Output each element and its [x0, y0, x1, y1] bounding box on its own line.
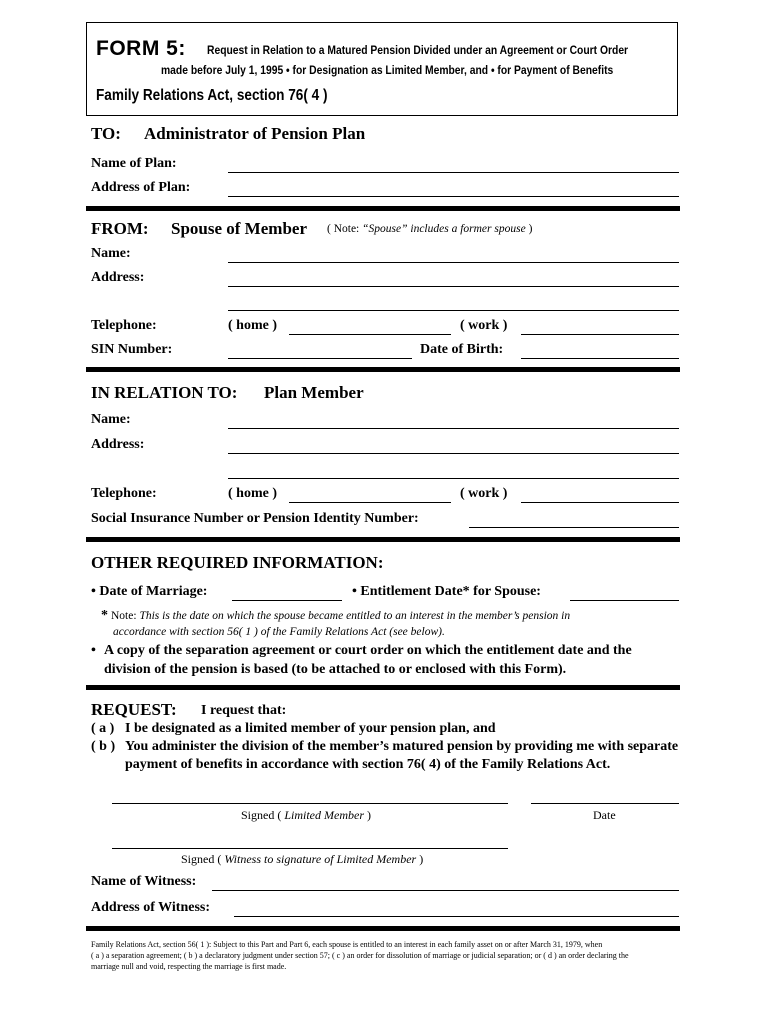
member-name-label: Name:: [91, 412, 131, 427]
to-label: TO:: [91, 124, 121, 143]
witness-name-label: Name of Witness:: [91, 874, 197, 889]
spouse-dob-label: Date of Birth:: [420, 342, 504, 357]
plan-name-field[interactable]: [228, 172, 679, 173]
footnote-line2: ( a ) a separation agreement; ( b ) a declaratory judgment under section 57; ( c ) an order for dissolution of marriage or judicial separation; or ( d ) an order declaring the: [91, 951, 629, 960]
copy-requirement-line2: division of the pension is based (to be attached to or enclosed with this Form).: [104, 662, 567, 677]
request-a-marker: ( a ): [91, 721, 115, 736]
spouse-home-label: ( home ): [228, 318, 277, 333]
copy-bullet: •: [91, 643, 96, 658]
spouse-name-field[interactable]: [228, 262, 679, 263]
entitlement-date-label: • Entitlement Date* for Spouse:: [352, 584, 541, 599]
date-caption: Date: [593, 808, 616, 822]
entitlement-date-field[interactable]: [570, 600, 679, 601]
member-name-field[interactable]: [228, 428, 679, 429]
plan-name-label: Name of Plan:: [91, 156, 177, 171]
from-label: FROM:: [91, 219, 149, 238]
entitlement-note-line1: Note: This is the date on which the spouse became entitled to an interest in the member’s pension in: [111, 610, 571, 622]
section-divider: [86, 926, 680, 931]
witness-signature-field[interactable]: [112, 848, 508, 849]
form-number: FORM 5:: [96, 37, 186, 60]
marriage-date-label: • Date of Marriage:: [91, 584, 208, 599]
from-title: Spouse of Member: [171, 219, 307, 238]
spouse-address-field-2[interactable]: [228, 310, 679, 311]
form-subtitle-line2: made before July 1, 1995 • for Designation as Limited Member, and • for Payment of Benefits: [161, 63, 614, 77]
marriage-date-field[interactable]: [232, 600, 342, 601]
spouse-address-field[interactable]: [228, 286, 679, 287]
witness-name-field[interactable]: [212, 890, 679, 891]
spouse-work-label: ( work ): [460, 318, 508, 333]
plan-address-field[interactable]: [228, 196, 679, 197]
relation-title: Plan Member: [264, 383, 364, 402]
section-divider: [86, 206, 680, 211]
spouse-address-label: Address:: [91, 270, 145, 285]
spouse-name-label: Name:: [91, 246, 131, 261]
copy-requirement-line1: A copy of the separation agreement or court order on which the entitlement date and the: [104, 643, 632, 658]
member-address-label: Address:: [91, 437, 145, 452]
member-address-field-2[interactable]: [228, 478, 679, 479]
spouse-dob-field[interactable]: [521, 358, 679, 359]
member-work-phone-field[interactable]: [521, 502, 679, 503]
form-subtitle-line1: Request in Relation to a Matured Pension Divided under an Agreement or Court Order: [207, 43, 629, 57]
section-divider: [86, 537, 680, 542]
member-work-label: ( work ): [460, 486, 508, 501]
spouse-sin-label: SIN Number:: [91, 342, 173, 357]
other-info-title: OTHER REQUIRED INFORMATION:: [91, 553, 384, 572]
spouse-sin-field[interactable]: [228, 358, 412, 359]
request-b-line1: You administer the division of the member’s matured pension by providing me with separate: [125, 739, 679, 754]
footnote-line3: marriage null and void, respecting the marriage is first made.: [91, 962, 287, 971]
limited-member-signature-caption: Signed ( Limited Member ): [241, 808, 371, 822]
spouse-work-phone-field[interactable]: [521, 334, 679, 335]
spouse-home-phone-field[interactable]: [289, 334, 451, 335]
entitlement-note-line2: accordance with section 56( 1 ) of the Family Relations Act (see below).: [113, 626, 445, 638]
witness-signature-caption: Signed ( Witness to signature of Limited Member ): [181, 852, 424, 866]
request-b-marker: ( b ): [91, 739, 116, 754]
member-home-phone-field[interactable]: [289, 502, 451, 503]
footnote-line1: Family Relations Act, section 56( 1 ): Subject to this Part and Part 6, each spouse is entitled to an interest in each family asset on or after March 31, 1979, when: [91, 940, 603, 949]
spouse-note: ( Note: “Spouse” includes a former spouse ): [327, 223, 533, 235]
request-b-line2: payment of benefits in accordance with section 76( 4) of the Family Relations Act.: [125, 757, 611, 772]
section-divider: [86, 367, 680, 372]
member-home-label: ( home ): [228, 486, 277, 501]
witness-address-label: Address of Witness:: [91, 900, 211, 915]
to-title: Administrator of Pension Plan: [144, 124, 366, 143]
member-sin-field[interactable]: [469, 527, 679, 528]
member-telephone-label: Telephone:: [91, 486, 157, 501]
relation-label: IN RELATION TO:: [91, 383, 238, 402]
request-title: REQUEST:: [91, 700, 177, 719]
member-address-field[interactable]: [228, 453, 679, 454]
witness-address-field[interactable]: [234, 916, 679, 917]
section-divider: [86, 685, 680, 690]
note-asterisk: *: [101, 608, 108, 623]
member-sin-label: Social Insurance Number or Pension Identity Number:: [91, 511, 419, 526]
request-a-text: I be designated as a limited member of your pension plan, and: [125, 721, 496, 736]
form-act-reference: Family Relations Act, section 76( 4 ): [96, 87, 328, 104]
signature-date-field[interactable]: [531, 803, 679, 804]
plan-address-label: Address of Plan:: [91, 180, 191, 195]
spouse-telephone-label: Telephone:: [91, 318, 157, 333]
limited-member-signature-field[interactable]: [112, 803, 508, 804]
request-intro: I request that:: [201, 703, 287, 718]
